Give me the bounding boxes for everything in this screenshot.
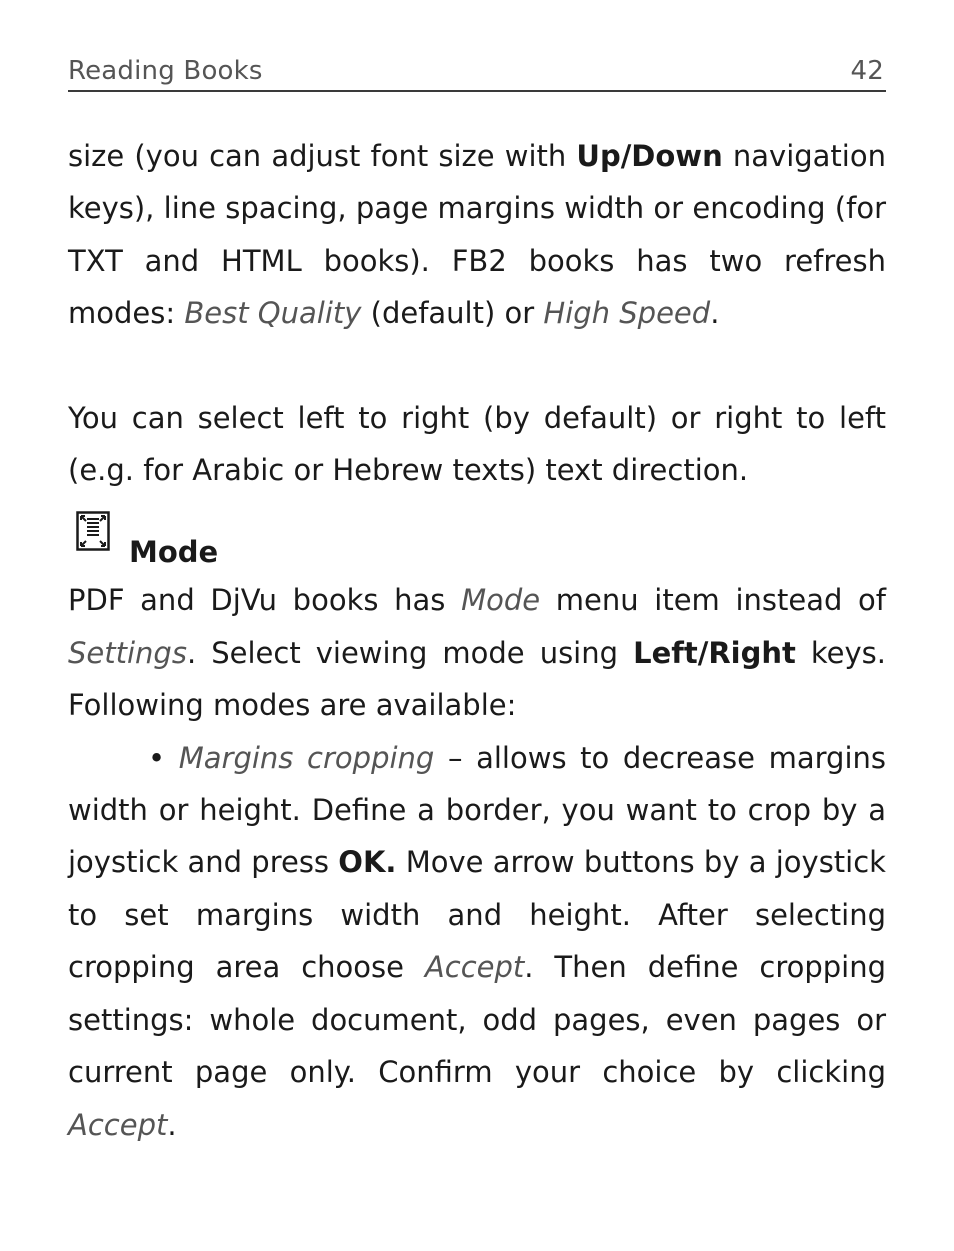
text-run: keys. Following modes are available: — [68, 635, 886, 723]
paragraph-font-settings — [68, 130, 886, 340]
mode-heading: Mode — [129, 535, 219, 570]
mode-menu-item: Mode — [461, 583, 541, 618]
text-run: . Select viewing mode using — [186, 635, 634, 670]
text-run: . — [167, 1107, 177, 1142]
text-run: . Then define cropping settings: whole document, odd pages, even pages or current page only. Confirm your choice by clicking — [68, 950, 887, 1090]
text-run: navigation keys), line spacing, page margins width or encoding (for TXT and HTML books). FB2 books has two refresh modes: — [68, 139, 886, 331]
accept-option: Accept — [68, 1107, 168, 1142]
bullet-icon: • — [148, 740, 166, 775]
text-run: Move arrow buttons by a joystick to set margins width and height. After selecting cropping area choose — [68, 845, 886, 985]
text-run: – allows to decrease margins width or height. Define a border, you want to crop by a joystick and press — [68, 740, 886, 880]
running-title: Reading Books — [68, 56, 263, 86]
left-right-keys: Left/Right — [633, 635, 796, 670]
paragraph-text-direction: You can select left to right (by default) or right to left (e.g. for Arabic or Hebrew texts) text direction. — [68, 400, 886, 488]
ok-key: OK. — [338, 845, 397, 880]
text-run: size (you can adjust font size with — [68, 139, 577, 173]
text-run: (default) or — [361, 296, 544, 331]
best-quality-mode: Best Quality — [184, 296, 362, 331]
page-header — [68, 56, 886, 92]
bullet-margins-cropping — [68, 732, 886, 1151]
mode-icon — [76, 511, 110, 551]
up-down-keys: Up/Down — [576, 139, 723, 173]
paragraph-gap — [68, 340, 886, 392]
high-speed-mode: High Speed — [543, 296, 711, 331]
text-run: PDF and DjVu books has — [68, 583, 462, 618]
settings-menu-item: Settings — [68, 635, 187, 670]
paragraph-mode-intro — [68, 574, 886, 731]
text-run: menu item instead of — [540, 583, 887, 618]
mode-section-heading — [68, 522, 886, 574]
margins-cropping-term: Margins cropping — [178, 740, 435, 775]
page-number: 42 — [850, 56, 884, 86]
text-run: . — [710, 296, 720, 331]
accept-option: Accept — [424, 950, 525, 985]
page-content — [68, 130, 886, 1151]
